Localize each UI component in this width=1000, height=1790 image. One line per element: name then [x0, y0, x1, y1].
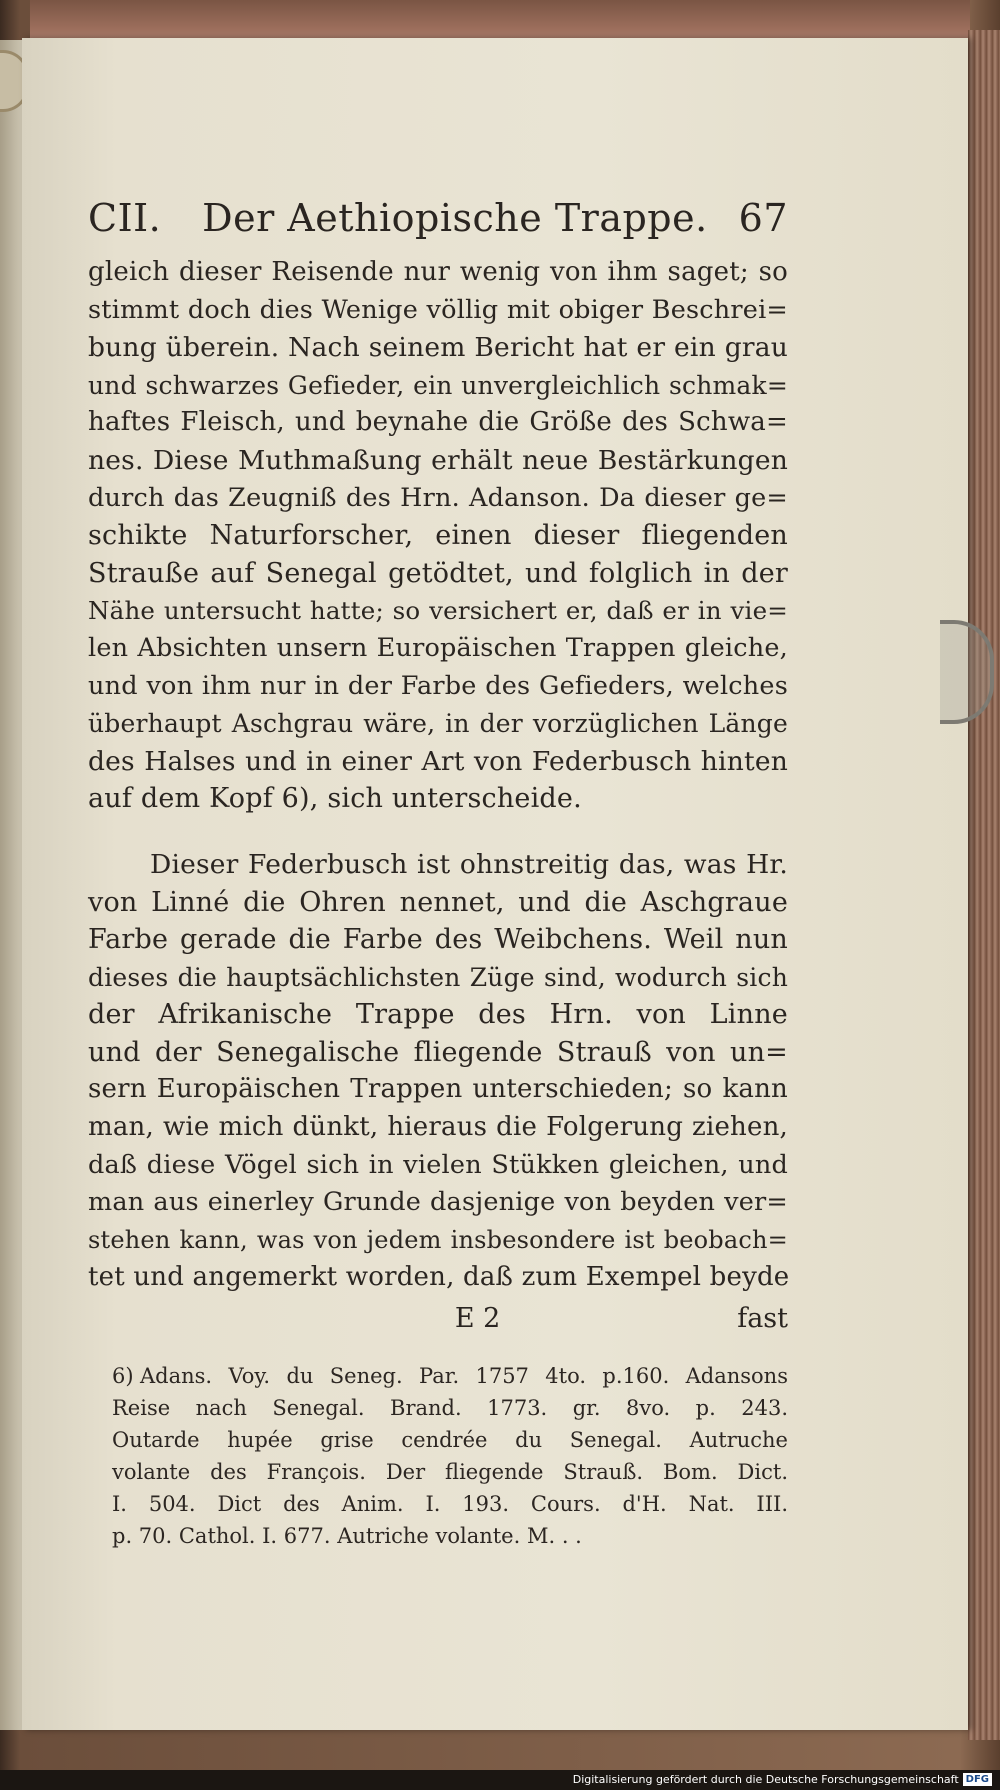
text-line: Farbe gerade die Farbe des Weibchens. Weil nun [88, 924, 788, 956]
text-line: nes. Diese Muthmaßung erhält neue Bestärkungen [88, 444, 788, 476]
text-line: und der Senegalische fliegende Strauß von un= [88, 1036, 788, 1068]
signature-line [88, 1299, 788, 1339]
footnote-line: I. 504. Dict des Anim. I. 193. Cours. d'H. Nat. III. [112, 1492, 788, 1516]
footnote-line [112, 1360, 788, 1392]
running-header [88, 196, 788, 254]
text-line: schikte Naturforscher, einen dieser fliegenden [88, 520, 788, 552]
footnote-text: Adans. Voy. du Seneg. Par. 1757 4to. p.160. Adansons [140, 1364, 788, 1388]
text-line: stimmt doch dies Wenige völlig mit obiger Beschrei= [88, 294, 788, 325]
text-line: bung überein. Nach seinem Bericht hat er ein grau [88, 332, 788, 364]
text-line: auf dem Kopf 6), sich unterscheide. [88, 783, 582, 815]
text-line: des Halses und in einer Art von Federbusch hinten [88, 745, 788, 777]
page-stack-edges [968, 30, 1000, 1740]
text-line: tet und angemerkt worden, daß zum Exempel beyde [88, 1262, 790, 1293]
text-line: Dieser Federbusch ist ohnstreitig das, was Hr. [150, 848, 788, 880]
paragraph-gap [88, 818, 788, 846]
digitization-credit [573, 1770, 992, 1788]
footnote-line: p. 70. Cathol. I. 677. Autriche volante. M. . . [112, 1524, 582, 1548]
paragraph-1 [88, 254, 788, 818]
text-line: gleich dieser Reisende nur wenig von ihm saget; so [88, 257, 788, 287]
text-line: man aus einerley Grunde dasjenige von beyden ver= [88, 1187, 788, 1218]
credit-text: Digitalisierung gefördert durch die Deutsche Forschungsgemeinschaft [572, 1772, 959, 1786]
text-line: man, wie mich dünkt, hieraus die Folgerung ziehen, [88, 1112, 788, 1143]
text-line: dieses die hauptsächlichsten Züge sind, wodurch sich [88, 962, 788, 992]
signature-mark: E 2 [454, 1303, 501, 1335]
chapter-title: Der Aethiopische Trappe. [202, 196, 708, 240]
main-text [88, 196, 788, 1339]
text-line: der Afrikanische Trappe des Hrn. von Linne [88, 999, 788, 1031]
text-line: und von ihm nur in der Farbe des Gefieders, welches [88, 670, 788, 701]
footnote-line: Outarde hupée grise cendrée du Senegal. Autruche [112, 1428, 788, 1452]
footnote-line: Reise nach Senegal. Brand. 1773. gr. 8vo. p. 243. [112, 1396, 788, 1420]
text-line: len Absichten unsern Europäischen Trappen gleiche, [88, 632, 788, 663]
text-line: sern Europäischen Trappen unterschieden; so kann [88, 1074, 788, 1105]
footnote-marker: 6) [112, 1364, 134, 1388]
text-line: überhaupt Aschgrau wäre, in der vorzüglichen Länge [88, 709, 788, 739]
text-line: von Linné die Ohren nennet, und die Aschgraue [88, 886, 788, 918]
text-line: Strauße auf Senegal getödtet, und folglich in der [88, 557, 788, 589]
text-line: und schwarzes Gefieder, ein unvergleichlich schmak= [88, 370, 788, 400]
text-line: haftes Fleisch, und beynahe die Größe des Schwa= [88, 407, 788, 438]
footnote-line: volante des François. Der fliegende Strauß. Bom. Dict. [112, 1460, 788, 1484]
paragraph-2 [88, 846, 788, 1297]
catchword: fast [737, 1303, 788, 1335]
text-line: Nähe untersucht hatte; so versichert er, daß er in vie= [88, 596, 788, 626]
footnote-block [112, 1360, 788, 1552]
dfg-logo: DFG [963, 1773, 992, 1786]
text-line: daß diese Vögel sich in vielen Stükken gleichen, und [88, 1149, 788, 1180]
text-line: stehen kann, was von jedem insbesondere ist beobach= [88, 1225, 788, 1254]
chapter-number: CII. [88, 196, 162, 240]
text-line: durch das Zeugniß des Hrn. Adanson. Da dieser ge= [88, 482, 788, 513]
page-number: 67 [738, 196, 788, 240]
